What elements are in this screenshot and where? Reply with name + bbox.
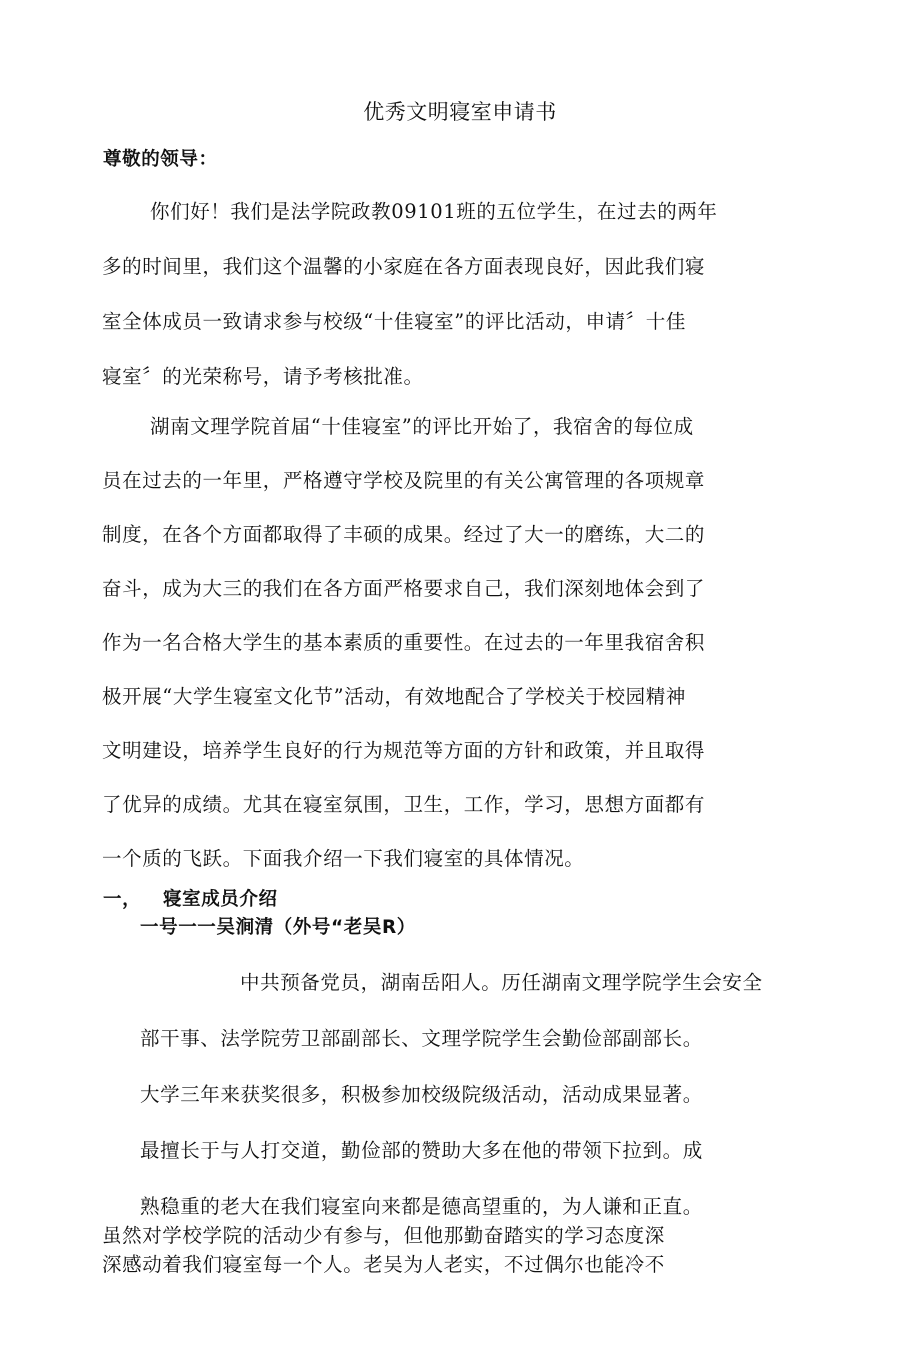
paragraph-line: 文明建设，培养学生良好的行为规范等方面的方针和政策，并且取得 — [102, 739, 706, 762]
section-number: 一， — [103, 889, 142, 910]
member-line: 部干事、法学院劳卫部副部长、文理学院学生会勤俭部副部长。 — [140, 1027, 703, 1050]
paragraph-line: 一个质的飞跃。下面我介绍一下我们寝室的具体情况。 — [102, 847, 585, 870]
paragraph-line: 极开展“大学生寝室文化节”活动，有效地配合了学校关于校园精神 — [102, 685, 686, 708]
paragraph-line: 了优异的成绩。尤其在寝室氛围，卫生，工作，学习，思想方面都有 — [102, 793, 706, 816]
member-line: 最擅长于与人打交道，勤俭部的赞助大多在他的带领下拉到。成 — [140, 1139, 703, 1162]
member-line: 大学三年来获奖很多，积极参加校级院级活动，活动成果显著。 — [140, 1083, 703, 1106]
member-line: 中共预备党员，湖南岳阳人。历任湖南文理学院学生会安全 — [240, 971, 763, 994]
paragraph-line: 你们好！我们是法学院政教09101班的五位学生，在过去的两年 — [150, 200, 718, 223]
paragraph-line: 多的时间里，我们这个温馨的小家庭在各方面表现良好，因此我们寝 — [102, 255, 706, 278]
paragraph-line: 员在过去的一年里，严格遵守学校及院里的有关公寓管理的各项规章 — [102, 469, 706, 492]
salutation: 尊敬的领导： — [103, 149, 218, 170]
paragraph-line: 作为一名合格大学生的基本素质的重要性。在过去的一年里我宿舍积 — [102, 631, 706, 654]
paragraph-line: 制度，在各个方面都取得了丰硕的成果。经过了大一的磨练，大二的 — [102, 523, 706, 546]
paragraph-line: 湖南文理学院首届“十佳寝室”的评比开始了，我宿舍的每位成 — [150, 415, 694, 438]
member-line: 熟稳重的老大在我们寝室向来都是德高望重的，为人谦和正直。 — [140, 1195, 703, 1218]
paragraph-line: 寝室〞的光荣称号，请予考核批准。 — [102, 365, 424, 388]
paragraph-line: 室全体成员一致请求参与校级“十佳寝室”的评比活动，申请〞十佳 — [102, 310, 686, 333]
paragraph-line: 奋斗，成为大三的我们在各方面严格要求自己，我们深刻地体会到了 — [102, 577, 706, 600]
member-heading: 一号一一吴涧清（外号“老吴R） — [140, 917, 416, 938]
section-heading: 寝室成员介绍 — [163, 889, 278, 910]
document-title: 优秀文明寝室申请书 — [363, 100, 557, 124]
member-line: 虽然对学校学院的活动少有参与，但他那勤奋踏实的学习态度深 — [102, 1224, 665, 1247]
member-line: 深感动着我们寝室每一个人。老吴为人老实，不过偶尔也能冷不 — [102, 1253, 665, 1276]
